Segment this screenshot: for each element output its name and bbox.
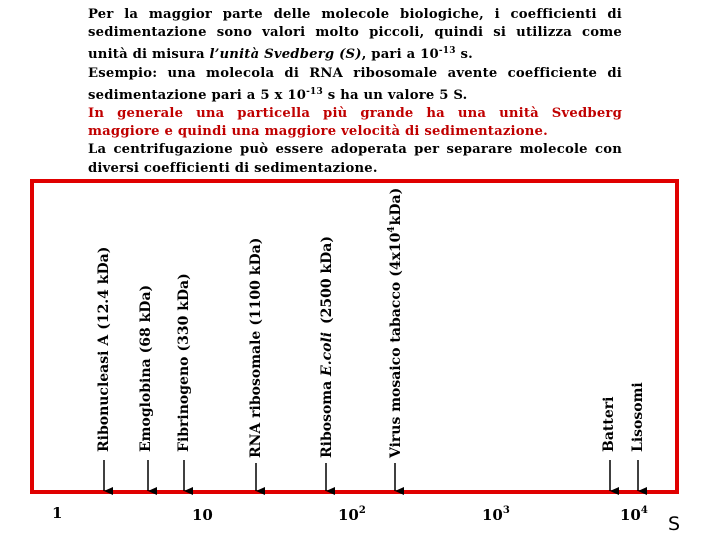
unit-term: l’unità Svedberg (S) <box>209 47 362 63</box>
exp-13b: -13 <box>306 86 323 97</box>
intro-line1-tail: s. <box>455 47 473 63</box>
exp-13: -13 <box>438 46 456 57</box>
example-text-end: s ha un valore 5 S. <box>322 87 468 103</box>
tick-10-3: $10^3$ <box>482 505 510 524</box>
label-ribosoma-ecoli: Ribosoma E.coli (2500 kDa) <box>319 236 335 458</box>
label-virus-mosaico: Virus mosaico $tabacco(4x10^4kDa)$ <box>387 187 404 458</box>
label-lisosomi: Lisosomi <box>630 382 646 452</box>
label-rna-ribosomale: RNA ribosomale(1100 kDa) <box>248 237 264 458</box>
label-ribonucleasi: Ribonucleasi A(12.4 kDa) <box>96 246 112 452</box>
example-text: Esempio: una molecola di RNA ribosomale avente coefficiente di sedimentazione pari a 5 x 10 <box>88 65 622 103</box>
tick-10-4: $10^4$ <box>620 505 648 524</box>
tick-10-2: $10^2$ <box>338 505 366 524</box>
tick-10: 10 <box>192 506 213 524</box>
intro-line1-end: , pari a 10 <box>361 47 439 63</box>
tick-1: 1 <box>52 504 63 522</box>
unit-s: S <box>668 513 681 535</box>
label-batteri: Batteri <box>601 396 617 452</box>
closing-statement: La centrifugazione può essere adoperata per separare molecole con diversi coefficienti di sedimentazione. <box>88 142 622 176</box>
label-emoglobina: Emoglobina(68 kDa) <box>138 284 154 452</box>
label-fibrinogeno: Fibrinogeno(330 kDa) <box>176 273 192 452</box>
intro-line1: Per la maggior parte delle molecole biologiche, i coefficienti di sedimentazione sono valori molto piccoli, quindi si utilizza come unità di misura <box>88 7 622 63</box>
red-statement: In generale una particella più grande ha una unità Svedberg maggiore e quindi una maggiore velocità di sedimentazione. <box>88 106 622 140</box>
